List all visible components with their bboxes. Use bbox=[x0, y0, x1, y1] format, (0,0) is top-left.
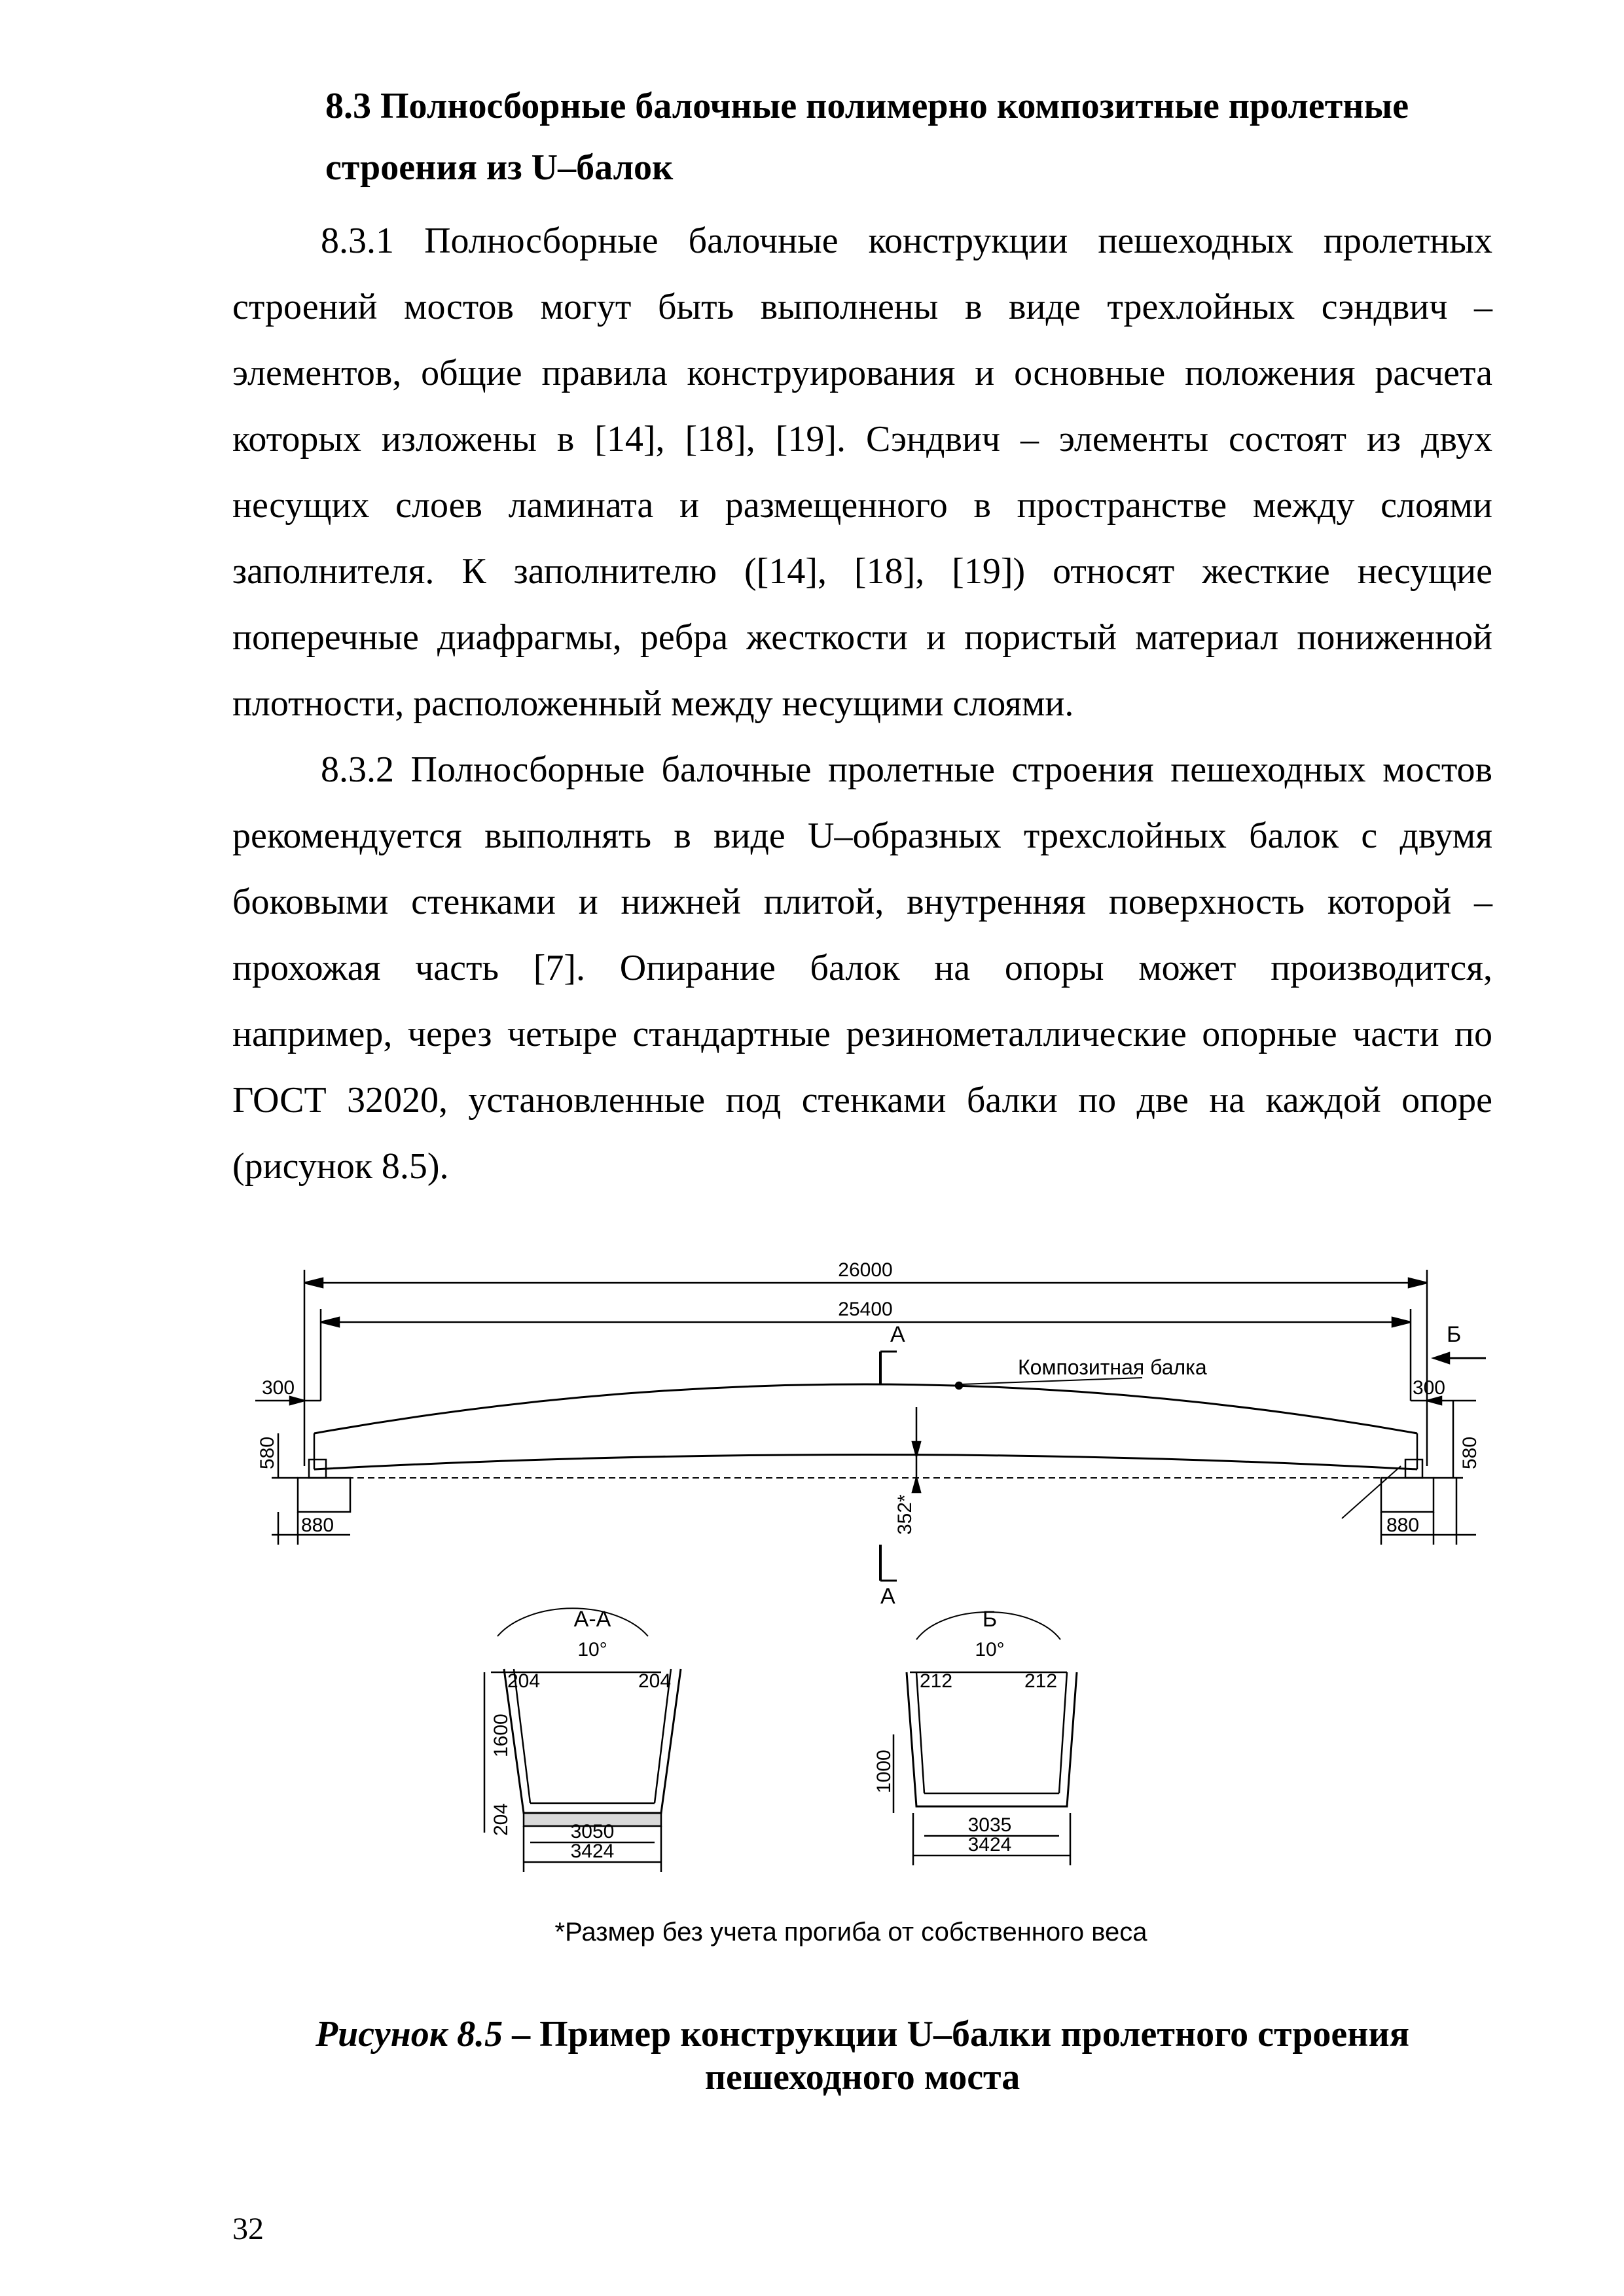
paragraph-line: боковыми стенками и нижней плитой, внутренняя поверхность которой – bbox=[232, 882, 1492, 922]
section-b-angle: 10° bbox=[975, 1639, 1005, 1660]
figure-drawing bbox=[236, 1244, 1486, 1996]
section-b-inner-width: 3035 bbox=[967, 1814, 1012, 1836]
dim-left-height-label: 580 bbox=[257, 1436, 278, 1469]
section-heading-line1: 8.3 Полносборные балочные полимерно композитные пролетные bbox=[325, 86, 1409, 126]
section-aa-title: А-А bbox=[573, 1607, 611, 1632]
section-aa-height: 1600 bbox=[490, 1713, 512, 1757]
drawing-svg bbox=[236, 1244, 1486, 1918]
paragraph-line: плотности, расположенный между несущими слоями. bbox=[232, 683, 1074, 724]
paragraph-line: рекомендуется выполнять в виде U–образных трехслойных балок с двумя bbox=[232, 816, 1492, 856]
view-mark: Б bbox=[1447, 1322, 1462, 1347]
section-aa-angle: 10° bbox=[577, 1639, 607, 1660]
left-support bbox=[298, 1478, 350, 1512]
section-b-top-left: 212 bbox=[919, 1670, 953, 1692]
beam-top-curve bbox=[314, 1384, 1417, 1433]
dim-left-bearing-label: 880 bbox=[301, 1515, 334, 1536]
paragraph-line: элементов, общие правила конструирования и основные положения расчета bbox=[232, 353, 1492, 393]
section-aa-inner-width: 3050 bbox=[570, 1821, 615, 1842]
paragraph-line: 8.3.2 Полносборные балочные пролетные строения пешеходных мостов bbox=[321, 749, 1492, 790]
paragraph-line: ГОСТ 32020, установленные под стенками балки по две на каждой опоре bbox=[232, 1080, 1492, 1121]
dim-camber-label: 352* bbox=[894, 1494, 916, 1535]
figure-caption-line1 bbox=[232, 2013, 1492, 2056]
dim-left-offset-label: 300 bbox=[262, 1377, 295, 1399]
paragraph-line: например, через четыре стандартные резинометаллические опорные части по bbox=[232, 1014, 1492, 1054]
right-support bbox=[1381, 1478, 1434, 1512]
dim-right-bearing-label: 880 bbox=[1386, 1515, 1420, 1536]
paragraph-line: строений мостов могут быть выполнены в виде трехлойных сэндвич – bbox=[232, 287, 1492, 327]
dim-right-offset-label: 300 bbox=[1412, 1377, 1445, 1399]
caption-label: Рисунок 8.5 bbox=[315, 2014, 503, 2054]
paragraph-line: поперечные диафрагмы, ребра жесткости и пористый материал пониженной bbox=[232, 617, 1492, 658]
section-b-outer-width: 3424 bbox=[967, 1834, 1012, 1856]
caption-text-line2: пешеходного моста bbox=[704, 2057, 1020, 2098]
section-aa-outer-width: 3424 bbox=[570, 1840, 615, 1862]
section-b-height: 1000 bbox=[873, 1749, 895, 1793]
paragraph-line: (рисунок 8.5). bbox=[232, 1146, 449, 1187]
section-aa-top-right: 204 bbox=[638, 1670, 672, 1692]
section-b-title: Б bbox=[982, 1607, 998, 1632]
paragraph-line: которых изложены в [14], [18], [19]. Сэндвич – элементы состоят из двух bbox=[232, 419, 1492, 459]
page-number: 32 bbox=[232, 2212, 264, 2246]
beam-bottom-curve bbox=[314, 1455, 1417, 1470]
section-heading-line2: строения из U–балок bbox=[325, 147, 674, 188]
caption-dash: – bbox=[503, 2014, 540, 2054]
dim-total-label: 26000 bbox=[838, 1259, 893, 1281]
section-b-top-right: 212 bbox=[1024, 1670, 1058, 1692]
figure-footnote: *Размер без учета прогиба от собственного веса bbox=[554, 1918, 1147, 1946]
section-mark-bottom: А bbox=[880, 1584, 895, 1609]
section-aa-slab: 204 bbox=[490, 1803, 512, 1836]
dim-span-label: 25400 bbox=[838, 1299, 893, 1320]
paragraph-line: прохожая часть [7]. Опирание балок на опоры может производится, bbox=[232, 948, 1492, 988]
section-aa-top-left: 204 bbox=[507, 1670, 541, 1692]
paragraph-line: заполнителя. К заполнителю ([14], [18], [19]) относят жесткие несущие bbox=[232, 551, 1492, 592]
dim-right-height-label: 580 bbox=[1459, 1436, 1481, 1469]
paragraph-line: 8.3.1 Полносборные балочные конструкции пешеходных пролетных bbox=[321, 221, 1492, 261]
beam-label: Композитная балка bbox=[1018, 1355, 1207, 1379]
caption-text-line1: Пример конструкции U–балки пролетного строения bbox=[539, 2014, 1410, 2054]
section-mark-top: А bbox=[890, 1322, 905, 1347]
paragraph-line: несущих слоев ламината и размещенного в пространстве между слоями bbox=[232, 485, 1492, 526]
